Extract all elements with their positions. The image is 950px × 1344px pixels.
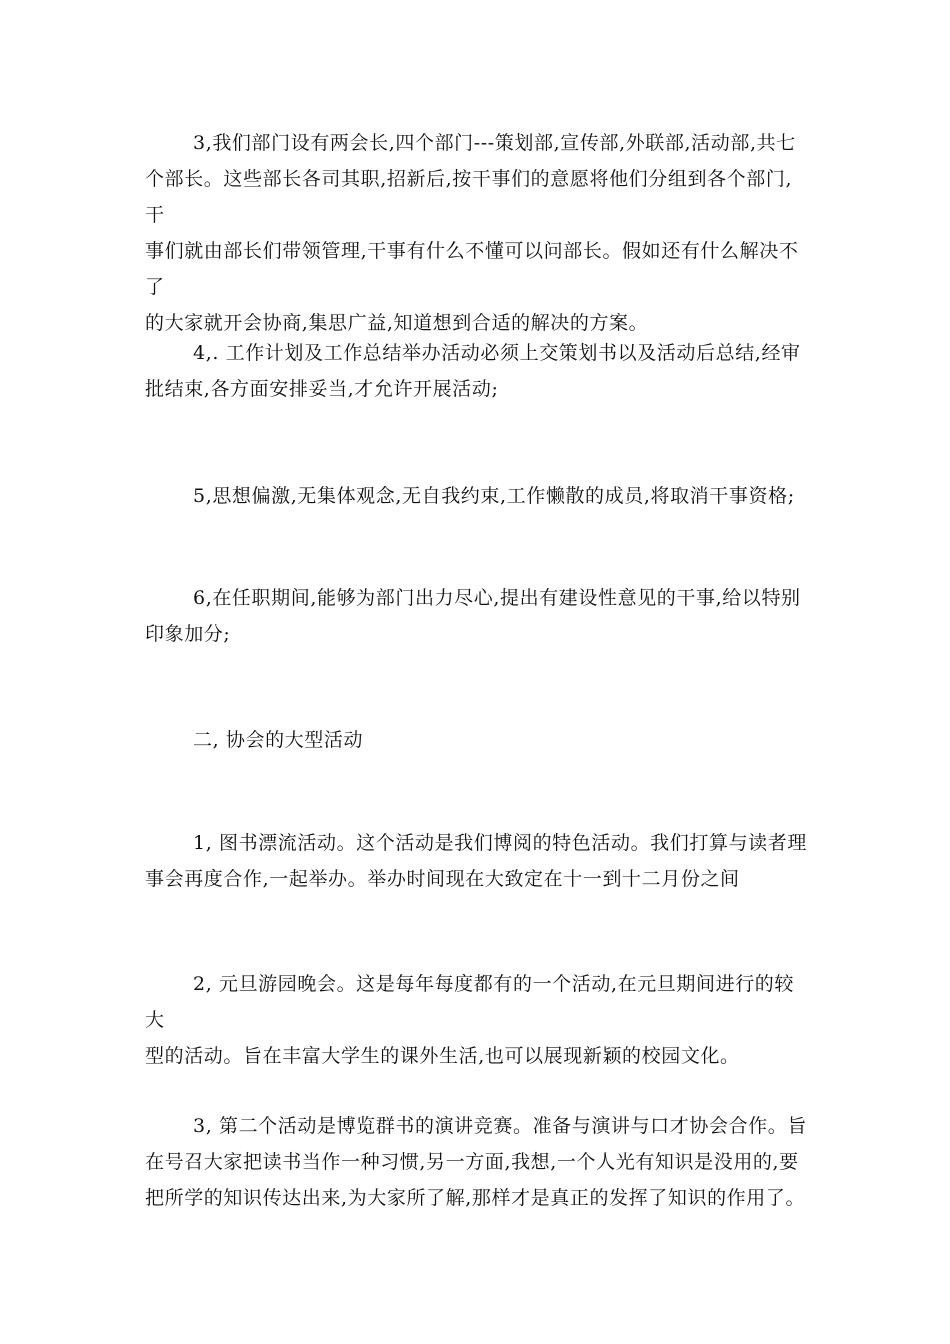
- paragraph-book-drift-activity: 1, 图书漂流活动。这个活动是我们博阅的特色活动。我们打算与读者理 事会再度合作,一起举办。举办时间现在大致定在十一到十二月份之间: [145, 832, 807, 890]
- section-heading-major-activities: 二, 协会的大型活动: [193, 729, 364, 751]
- paragraph-disqualification-rule: 5,思想偏激,无集体观念,无自我约束,工作懒散的成员,将取消干事资格;: [193, 485, 795, 507]
- paragraph-department-structure: 3,我们部门设有两会长,四个部门---策划部,宣传部,外联部,活动部,共七 个部长。这些部长各司其职,招新后,按干事们的意愿将他们分组到各个部门,干 事们就由部长们带领管理,干事有什么不懂可以问部长。假如还有什么解决不了 的大家就开会协商,集思广益,知道想到合适的解决的方案。: [145, 132, 799, 334]
- paragraph-work-plan-rule: 4,. 工作计划及工作总结举办活动必须上交策划书以及活动后总结,经审 批结束,各方面安排妥当,才允许开展活动;: [145, 342, 801, 400]
- paragraph-new-year-gala: 2, 元旦游园晚会。这是每年每度都有的一个活动,在元旦期间进行的较大 型的活动。旨在丰富大学生的课外生活,也可以展现新颖的校园文化。: [145, 973, 795, 1067]
- paragraph-speech-contest: 3, 第二个活动是博览群书的演讲竞赛。准备与演讲与口才协会合作。旨 在号召大家把读书当作一种习惯,另一方面,我想,一个人光有知识是没用的,要 把所学的知识传达出来,为大家所了解,那样才是真正的发挥了知识的作用了。: [145, 1115, 807, 1209]
- paragraph-bonus-rule: 6,在任职期间,能够为部门出力尽心,提出有建设性意见的干事,给以特别 印象加分;: [145, 587, 801, 645]
